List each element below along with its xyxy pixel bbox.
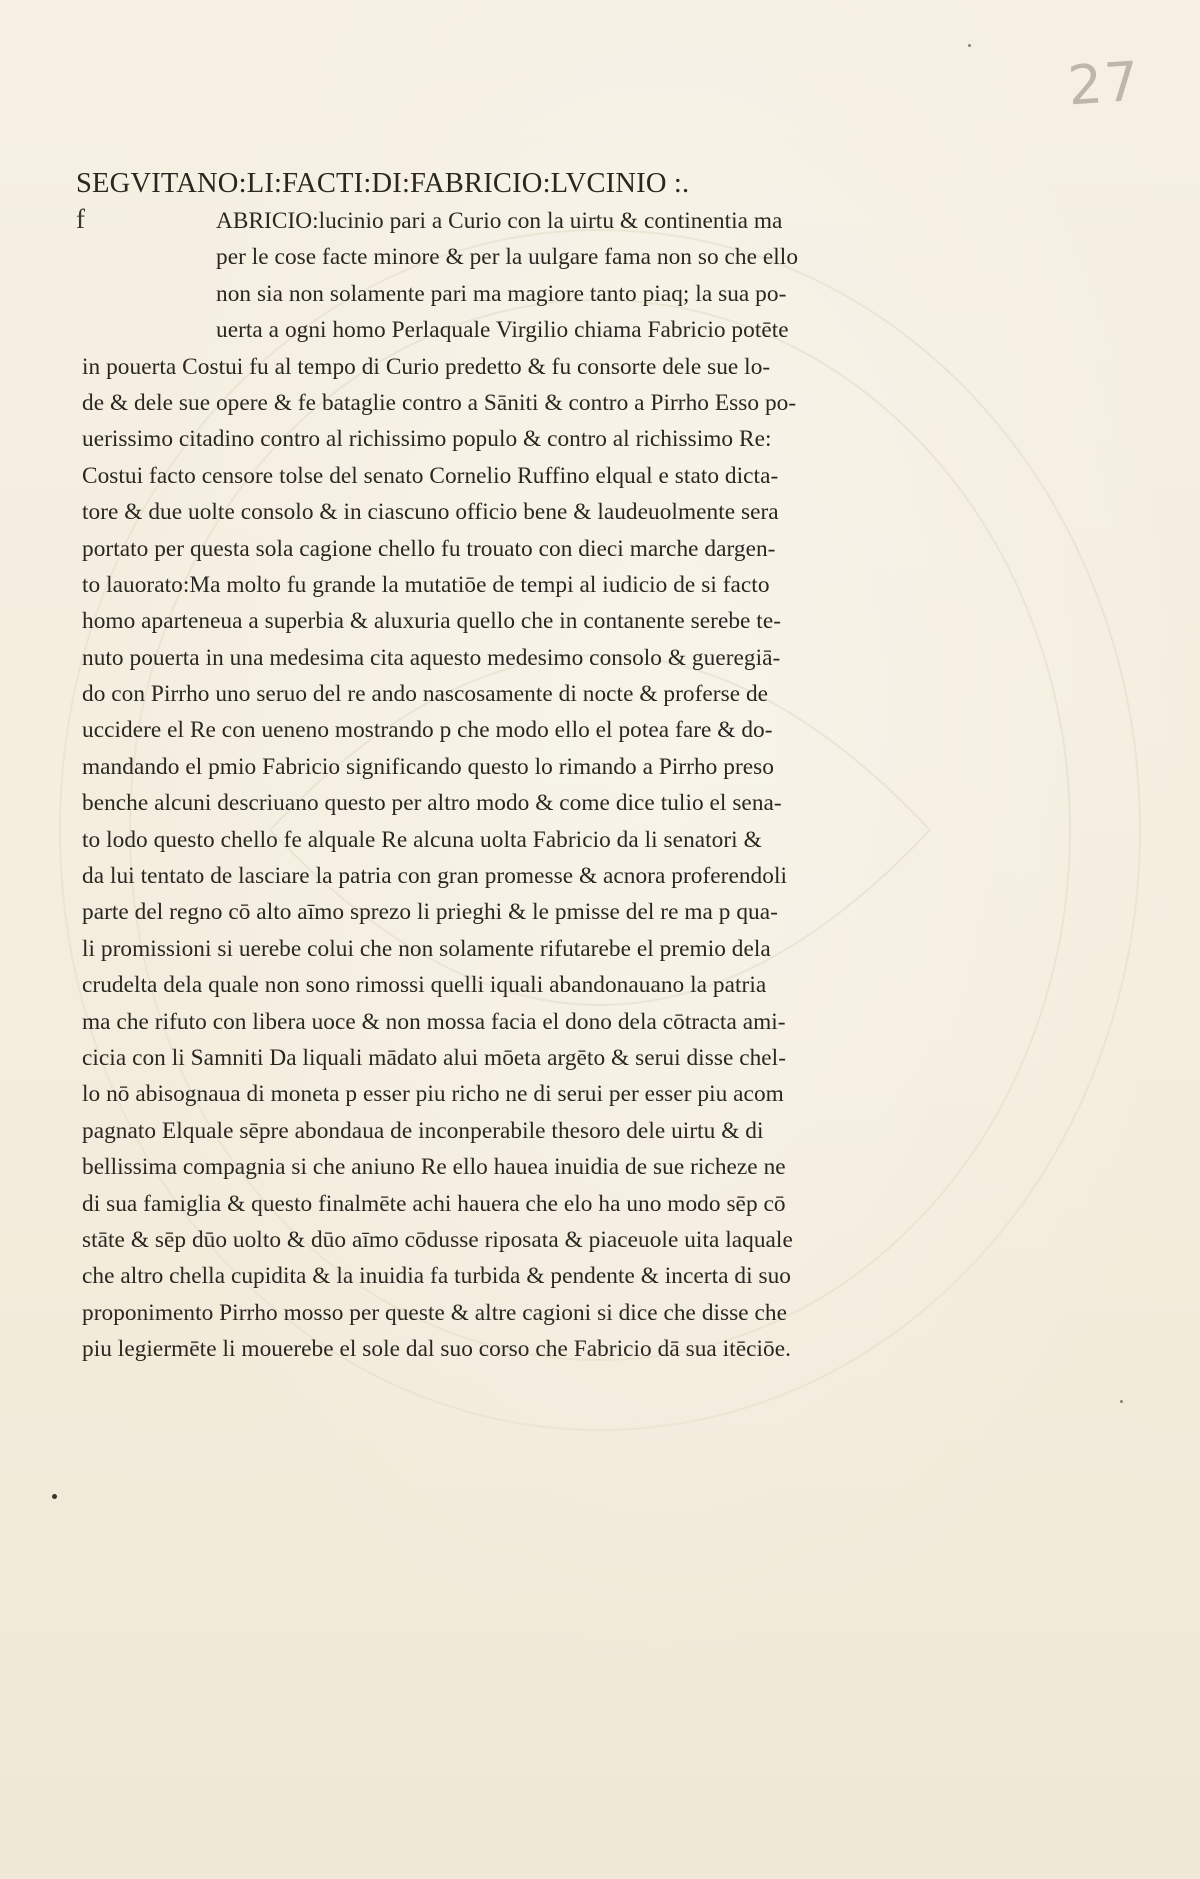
text-line: proponimento Pirrho mosso per queste & altre cagioni si dice che disse che [82,1299,788,1326]
text-line: stāte & sēp dūo uolto & dūo aīmo cōdusse riposata & piaceuole uita laquale [82,1226,793,1253]
text-line: per le cose facte minore & per la uulgare fama non so che ello [216,244,799,271]
text-line: to lodo questo chello fe alquale Re alcuna uolta Fabricio da li senatori & [82,826,762,853]
text-line: mandando el pmio Fabricio significando questo lo rimando a Pirrho preso [82,753,774,780]
text-line: crudelta dela quale non sono rimossi quelli iquali abandonauano la patria [82,972,767,999]
text-line: uccidere el Re con ueneno mostrando p che modo ello el potea fare & do- [82,717,773,744]
text-line: parte del regno cō alto aīmo sprezo li prieghi & le pmisse del re ma p qua- [82,899,778,926]
folio-number: 27 [1065,49,1143,118]
text-line: benche alcuni descriuano questo per altro modo & come dice tulio el sena- [82,790,782,817]
paper-speck [968,44,971,47]
text-line: che altro chella cupidita & la inuidia fa turbida & pendente & incerta di suo [82,1263,791,1290]
text-line: portato per questa sola cagione chello fu trouato con dieci marche dargen- [82,535,776,562]
text-line: da lui tentato de lasciare la patria con gran promesse & acnora proferendoli [82,863,787,890]
text-line: bellissima compagnia si che aniuno Re ello hauea inuidia de sue richeze ne [82,1154,786,1181]
text-line: do con Pirrho uno seruo del re ando nascosamente di nocte & proferse de [82,681,769,708]
text-line: to lauorato:Ma molto fu grande la mutatiōe de tempi al iudicio de si facto [82,571,770,598]
text-line: ma che rifuto con libera uoce & non mossa facia el dono dela cōtracta ami- [82,1008,786,1035]
text-line: nuto pouerta in una medesima cita aquesto medesimo consolo & gueregiā- [82,644,781,671]
text-line: homo aparteneua a superbia & aluxuria quello che in contanente serebe te- [82,608,782,635]
chapter-heading: SEGVITANO:LI:FACTI:DI:FABRICIO:LVCINIO :. [76,168,690,199]
text-line: pagnato Elquale sēpre abondaua de inconperabile thesoro dele uirtu & di [82,1117,764,1144]
ink-dot [52,1494,57,1499]
text-line: cicia con li Samniti Da liquali mādato alui mōeta argēto & serui disse chel- [82,1044,787,1071]
text-line: li promissioni si uerebe colui che non solamente rifutarebe el premio dela [82,935,771,962]
text-line: ABRICIO:lucinio pari a Curio con la uirtu & continentia ma [216,208,783,234]
text-line: piu legiermēte li mouerebe el sole dal suo corso che Fabricio dā sua itēciōe. [82,1336,791,1363]
text-line: di sua famiglia & questo finalmēte achi hauera che elo ha uno modo sēp cō [82,1190,786,1217]
text-line: Costui facto censore tolse del senato Cornelio Ruffino elqual e stato dicta- [82,462,779,489]
guide-letter: f [76,204,85,234]
text-line: uerissimo citadino contro al richissimo populo & contro al richissimo Re: [82,426,772,453]
text-line: uerta a ogni homo Perlaquale Virgilio chiama Fabricio potēte [216,317,789,344]
body-text [82,203,934,1368]
paper-speck [1120,1400,1123,1403]
text-line: lo nō abisognaua di moneta p esser piu richo ne di serui per esser piu acom [82,1081,784,1108]
text-line: non sia non solamente pari ma magiore tanto piaq; la sua po- [216,280,787,307]
text-line: tore & due uolte consolo & in ciascuno officio bene & laudeuolmente sera [82,499,779,526]
text-line: in pouerta Costui fu al tempo di Curio predetto & fu consorte dele sue lo- [82,353,771,380]
text-line: de & dele sue opere & fe bataglie contro a Sāniti & contro a Pirrho Esso po- [82,389,797,416]
